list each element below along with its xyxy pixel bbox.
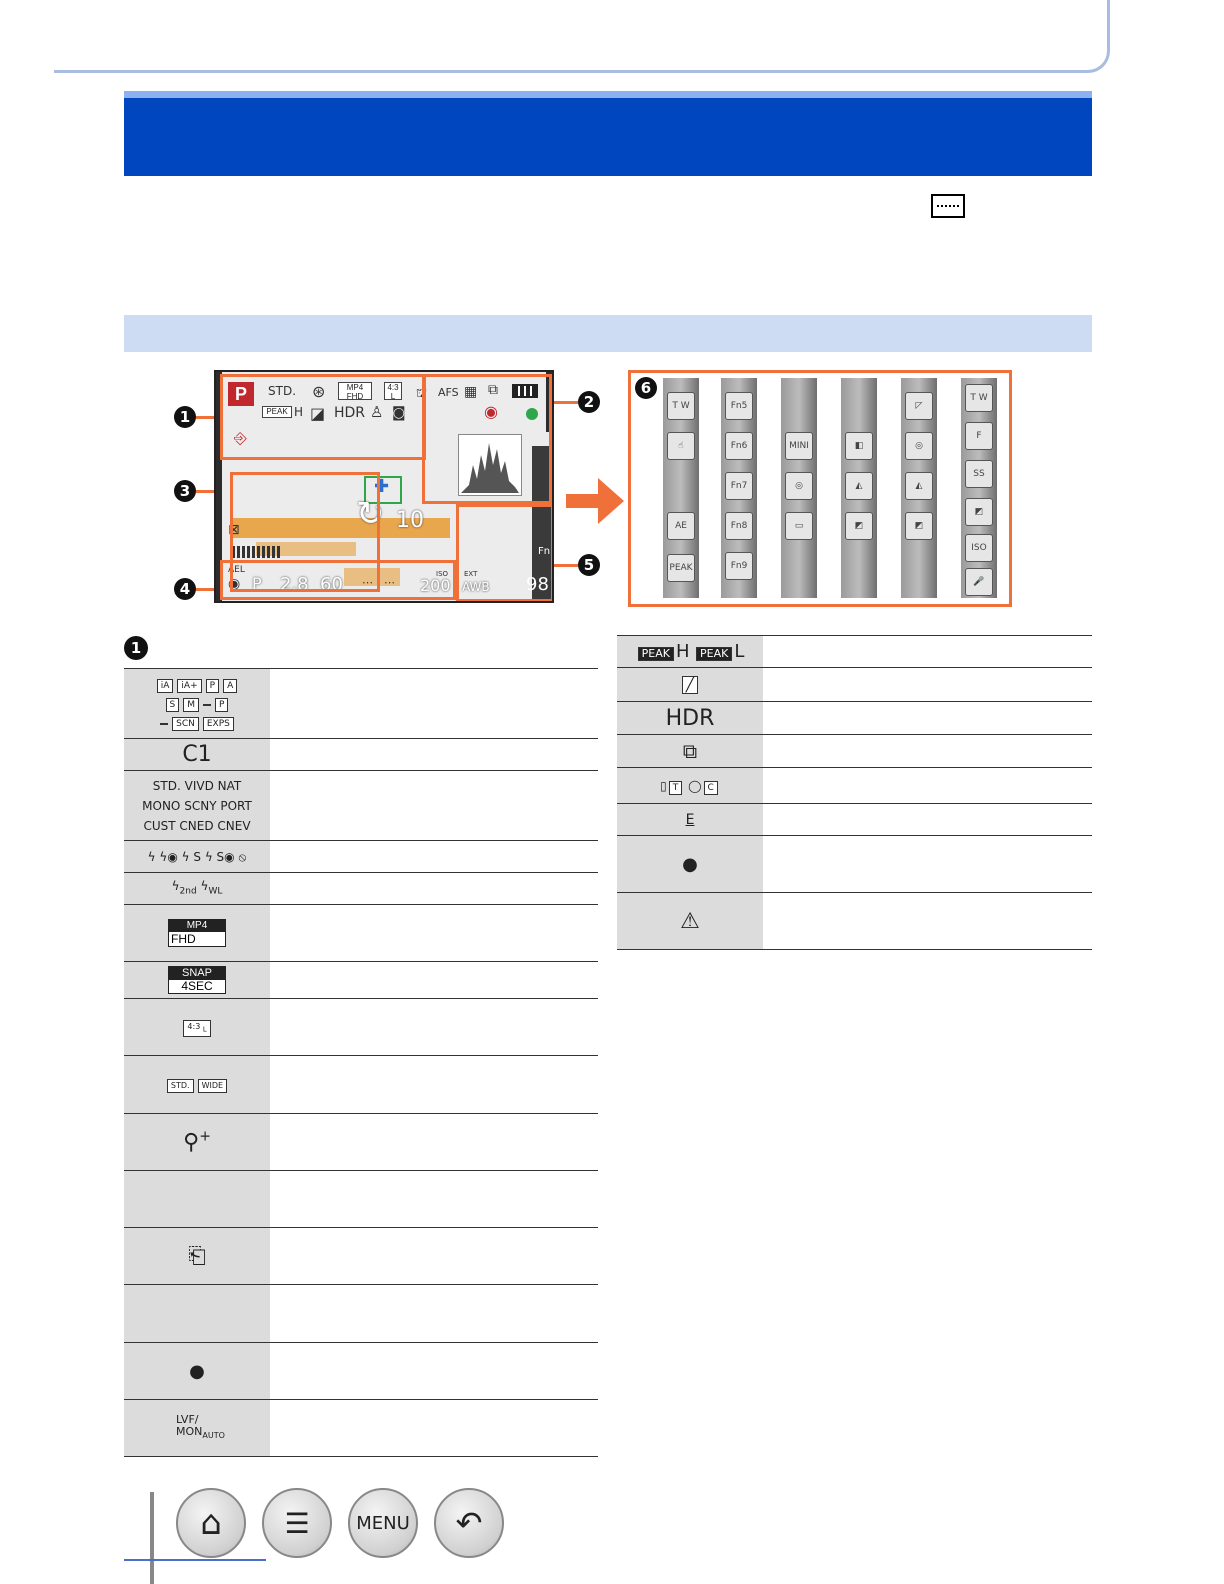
home-button[interactable] [176,1488,246,1558]
peaking-level: H [294,405,304,419]
back-button[interactable] [434,1488,504,1558]
table-row [617,636,1092,668]
iso-value: 200 [420,576,451,595]
touch-tab-panel [628,370,1012,607]
left-icon-table [124,668,598,1457]
camera-icon: ● [189,1360,205,1382]
program-shift: P [252,574,262,593]
fn8-button[interactable]: Fn8 [725,512,753,540]
file-format-icon [168,919,226,947]
table-row [124,1285,598,1343]
rec-mode-icons [124,669,270,739]
icon-p: P [206,679,219,693]
icon-s: S [166,698,180,712]
style-cnev: CNEV [217,818,251,833]
stop-motion-label: C [704,781,718,795]
callout-2-leader [553,401,578,404]
nav-divider [150,1492,154,1584]
size-label: L [202,1025,207,1034]
tab-column-5 [901,378,937,598]
highlight-zone-1 [220,374,426,460]
flash-off-icon: ⦸ [238,849,247,864]
rec-mode-icon: P [228,382,254,406]
icon-creative-video [203,704,211,706]
shutter-speed: 60 [320,574,343,595]
table-row [124,771,598,841]
icon-panorama-p: P [215,698,228,712]
flash-off-icon: ⊛ [312,382,326,401]
icon-m: M [183,698,199,712]
table-row [617,804,1092,836]
callout-1: 1 [174,406,196,428]
af-point-icon: ✚ [374,476,390,497]
exposure-scale: ⋯⋮⋯ [362,576,395,589]
highlight-zone-5 [456,504,554,602]
table-row [124,962,598,999]
style-port: PORT [220,798,252,813]
overheat-warning-icon: ⚠ [680,908,700,934]
aspect-icon [183,1020,210,1037]
output-icon: ⎆ [234,428,247,447]
mini-button[interactable]: MINI [785,432,813,460]
f-button[interactable]: F [965,422,993,450]
custom-mode-icon: C1 [182,742,212,767]
callout-4-leader [196,588,216,591]
title-band [124,91,1092,176]
table-row [124,739,598,771]
callout-6: 6 [635,377,657,399]
frame-button[interactable]: ▭ [785,512,813,540]
af-mode-icon: ⛫ [416,386,428,400]
tab-column-4 [841,378,877,598]
metering-icon: ◉ [228,576,241,592]
tab-column-3 [781,378,817,598]
subheading-band [124,315,1092,352]
style-scny: SCNY [184,798,217,813]
aspect-label: 4:3 [387,383,399,392]
table-row [124,1056,598,1114]
style-cust: CUST [143,818,176,833]
defocus-button[interactable]: ◧ [845,432,873,460]
flash-redeye-icon: ϟ◉ [159,849,178,864]
touch-shutter-button[interactable]: ☝ [667,432,695,460]
table-callout-1: 1 [124,636,148,660]
mic-button[interactable]: 🎤 [965,568,993,596]
home-icon: ⌂ [200,1503,222,1543]
menu-label: MENU [356,1512,410,1534]
fn-tab-label: Fn [538,546,551,557]
table-row [124,669,598,739]
second-curtain-label: 2nd [179,886,197,897]
file-format-label: MP4 [346,383,364,392]
ael-label: AEL [228,565,245,575]
flash-slow-icon: ϟ S [181,849,201,864]
arrow-right-icon [566,478,624,524]
tab-column-1 [663,378,699,598]
mp4-label: MP4 [169,920,225,932]
peaking-icon: PEAK [262,406,292,418]
stabilizer-icon: ◉ [484,402,498,421]
highlight-zone-2 [422,374,552,504]
ss-button[interactable]: SS [965,460,993,488]
right-icon-table [617,635,1092,950]
electronic-shutter-icon: E [685,811,695,828]
page-header-frame [54,0,1110,73]
snap-label: SNAP [169,967,225,980]
style-nat: NAT [217,778,242,793]
nav-underline [124,1559,266,1561]
aspect-size-label: L [390,392,396,401]
peak-h-icon: PEAK [638,647,674,661]
snap-duration-label: 4SEC [169,980,225,993]
self-timer-icon: ↻ [356,494,385,534]
movie-photo-icon: ● [682,853,698,875]
contrast-button[interactable]: ◭ [905,472,933,500]
photo-style-icon: STD. [268,384,297,398]
callout-1-leader [196,416,216,419]
table-row [124,873,598,905]
color-button[interactable]: ◎ [905,432,933,460]
table-row [124,1228,598,1285]
focus-mode: AFS [438,386,459,399]
callout-4: 4 [174,578,196,600]
hdr-icon: HDR [665,705,715,731]
zoom-button[interactable]: T W [965,384,993,412]
lvf-label: LVF/ [176,1412,199,1426]
snap-movie-icon [168,966,226,994]
table-row [617,768,1092,804]
zoom-tab-button[interactable]: T W [667,392,695,420]
style-cned: CNED [179,818,214,833]
exp-comp-button[interactable]: ◩ [965,498,993,526]
table-row [617,836,1092,893]
table-row [124,1400,598,1457]
style-vivd: VIVD [184,778,214,793]
fn9-button[interactable]: Fn9 [725,552,753,580]
highlight-shadow-icon: ╱ [682,676,698,694]
icon-scn: SCN [172,717,199,731]
wb-prefix: EXT [464,570,478,578]
flash-mode-icons [124,841,270,873]
contents-button[interactable] [262,1488,332,1558]
aperture-value: 2.8 [280,574,309,595]
callout-3: 3 [174,480,196,502]
table-row [124,1343,598,1400]
movie-photo-icon: ◙ [392,405,406,421]
peak-h-label: H [675,640,690,662]
table-row [617,702,1092,735]
highlight-shadow-icon: ◪ [310,404,326,423]
back-arrow-icon: ↶ [455,1504,483,1542]
auto-label: AUTO [202,1431,225,1441]
wireless-label: WL [208,886,223,897]
std-icon: STD. [167,1079,194,1093]
contents-list-icon: ☰ [284,1506,310,1540]
exposure-button[interactable]: ◩ [845,512,873,540]
time-lapse-icons: ▯ T ◯ C [617,768,763,804]
menu-button[interactable] [348,1488,418,1558]
remaining-shots: 98 [526,574,549,595]
intelligent-zoom-icon: ⚲+ [183,1128,211,1156]
peak-l-label: L [734,640,745,662]
icon-exps: EXPS [203,717,234,731]
iso-label: ISO [436,570,449,578]
table-row [617,668,1092,702]
table-row [124,841,598,873]
live-view-screen-icon [931,194,965,218]
fn6-button[interactable]: Fn6 [725,432,753,460]
creative-control-button[interactable]: ◎ [785,472,813,500]
fhd-label: FHD [169,932,225,946]
fn5-button[interactable]: Fn5 [725,392,753,420]
style-std: STD. [152,778,181,793]
table-row [124,905,598,962]
flash-forced-icon: ϟ [147,849,156,864]
icon-a: A [223,679,237,693]
table-row [124,999,598,1056]
iso-button[interactable]: ISO [965,534,993,562]
callout-5-leader [553,564,578,567]
table-row [124,1171,598,1228]
camera-screen-illustration [214,370,554,603]
fn7-button[interactable]: Fn7 [725,472,753,500]
flash-slow-redeye-icon: ϟ S◉ [204,849,235,864]
tab-column-2 [721,378,757,598]
hdr-icon: HDR [334,405,366,421]
table-row [617,893,1092,950]
af-area-icon: ▦ [464,384,478,400]
icon-ia: iA [157,679,174,693]
mic-level-icon: ⊠ [228,522,240,538]
table-row [617,735,1092,768]
icon-panorama [160,723,168,725]
mon-label: MON [176,1424,203,1438]
flash-sync-icons: $ϟ_{2nd}$ $ϟ_{WL}$ [124,873,270,905]
table-row [124,1114,598,1171]
peak-l-icon: PEAK [696,647,732,661]
plus-label: + [199,1128,211,1145]
callout-5: 5 [578,554,600,576]
output-icon: ⎗ [188,1243,206,1269]
tab-column-6 [961,378,997,598]
sharpness-button[interactable]: ◸ [905,392,933,420]
style-mono: MONO [142,798,181,813]
self-timer-seconds: 10 [396,508,424,533]
touch-ae-button[interactable]: AE [667,512,695,540]
wide-icon: WIDE [198,1079,227,1093]
multiple-exposure-icon: ⧉ [682,739,698,763]
brightness-button[interactable]: ◭ [845,472,873,500]
interval-label: T [669,781,683,795]
lvf-mon-icon [124,1414,270,1442]
icon-ia-plus: iA+ [177,679,201,693]
white-balance: AWB [462,580,490,594]
exposure-comp-button[interactable]: ◩ [905,512,933,540]
drive-mode-icon: ⧉ [488,382,498,398]
peaking-tab-button[interactable]: PEAK [667,554,695,582]
highlight-zone-4 [220,560,456,600]
callout-2: 2 [578,391,600,413]
photo-style-icons [124,771,270,841]
aspect-ratio-label: 4:3 [187,1022,201,1032]
file-quality-label: FHD [346,392,364,401]
electronic-shutter-icon: ♙ [370,403,384,421]
